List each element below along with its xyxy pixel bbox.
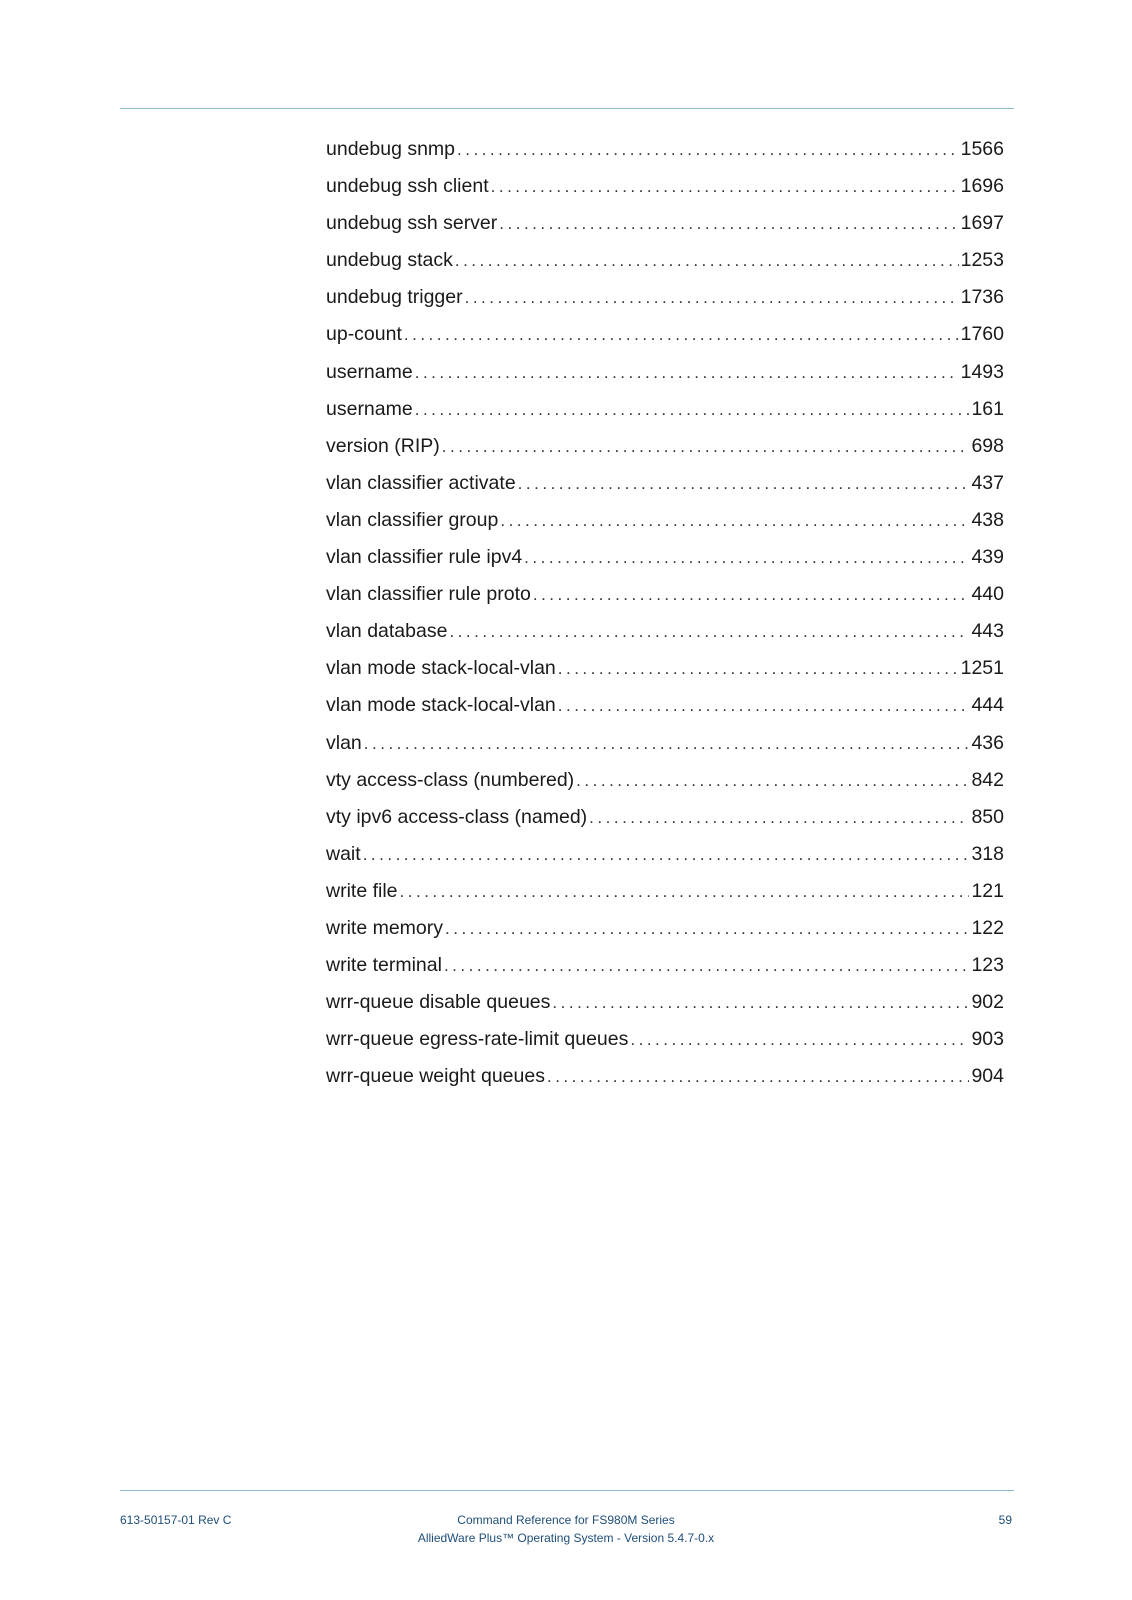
index-entry-page: 438 — [971, 508, 1004, 531]
dot-leader — [404, 316, 959, 353]
index-entry-label: undebug ssh server — [326, 212, 498, 235]
index-entry[interactable] — [326, 465, 1004, 502]
dot-leader — [589, 799, 969, 836]
index-entry[interactable] — [326, 873, 1004, 910]
index-entry-label: write terminal — [326, 954, 442, 977]
index-entry-label: vlan classifier rule proto — [326, 583, 531, 606]
index-entry-page: 123 — [971, 954, 1004, 977]
footer-rule — [120, 1490, 1014, 1491]
index-entry-label: vlan classifier activate — [326, 471, 516, 494]
index-entry-page: 698 — [971, 434, 1004, 457]
index-entry-page: 440 — [971, 583, 1004, 606]
index-entry-label: vlan classifier rule ipv4 — [326, 546, 523, 569]
index-entry-label: write file — [326, 879, 398, 902]
index-entry[interactable] — [326, 836, 1004, 873]
index-entry-page: 318 — [971, 842, 1004, 865]
index-entry-page: 436 — [971, 731, 1004, 754]
index-entry-page: 444 — [971, 694, 1004, 717]
dot-leader — [465, 279, 959, 316]
dot-leader — [533, 576, 970, 613]
dot-leader — [558, 650, 959, 687]
index-entry-label: vlan mode stack-local-vlan — [326, 694, 556, 717]
dot-leader — [415, 391, 970, 428]
footer-title-line2: AlliedWare Plus™ Operating System - Version 5.4.7-0.x — [417, 1531, 715, 1545]
index-entry[interactable] — [326, 539, 1004, 576]
dot-leader — [552, 984, 969, 1021]
dot-leader — [415, 354, 959, 391]
index-entry-label: vty access-class (numbered) — [326, 768, 575, 791]
index-entry-page: 903 — [971, 1028, 1004, 1051]
index-entry[interactable] — [326, 576, 1004, 613]
index-entry-label: undebug ssh client — [326, 175, 489, 198]
index-entry[interactable] — [326, 279, 1004, 316]
index-entry-label: vlan classifier group — [326, 508, 499, 531]
index-entry-label: undebug trigger — [326, 286, 463, 309]
index-entry[interactable] — [326, 687, 1004, 724]
dot-leader — [576, 762, 969, 799]
index-entry[interactable] — [326, 910, 1004, 947]
index-entry-label: version (RIP) — [326, 434, 440, 457]
index-entry-page: 1253 — [960, 249, 1004, 272]
index-entry[interactable] — [326, 1021, 1004, 1058]
index-entry[interactable] — [326, 354, 1004, 391]
dot-leader — [558, 687, 970, 724]
index-entry-page: 842 — [971, 768, 1004, 791]
index-entry-label: undebug snmp — [326, 138, 456, 160]
dot-leader — [445, 910, 969, 947]
index-list — [326, 131, 1004, 1095]
dot-leader — [444, 947, 970, 984]
footer-title — [0, 1511, 1132, 1547]
index-entry-label: wrr-queue egress-rate-limit queues — [326, 1028, 629, 1051]
index-entry-label: up-count — [326, 323, 402, 346]
index-entry[interactable] — [326, 799, 1004, 836]
index-entry-page: 161 — [971, 397, 1004, 420]
dot-leader — [524, 539, 969, 576]
index-entry[interactable] — [326, 205, 1004, 242]
dot-leader — [630, 1021, 969, 1058]
index-entry-label: vlan database — [326, 620, 448, 643]
index-entry[interactable] — [326, 613, 1004, 650]
index-entry[interactable] — [326, 725, 1004, 762]
index-entry-label: wrr-queue weight queues — [326, 1065, 545, 1088]
index-entry-label: vty ipv6 access-class (named) — [326, 805, 588, 828]
index-entry-page: 1697 — [960, 212, 1004, 235]
index-entry[interactable] — [326, 168, 1004, 205]
index-entry[interactable] — [326, 242, 1004, 279]
footer-title-line1: Command Reference for FS980M Series — [457, 1513, 675, 1527]
dot-leader — [491, 168, 959, 205]
dot-leader — [449, 613, 969, 650]
index-entry[interactable] — [326, 316, 1004, 353]
index-entry-page: 902 — [971, 991, 1004, 1014]
index-entry-label: wrr-queue disable queues — [326, 991, 551, 1014]
index-entry-page: 437 — [971, 471, 1004, 494]
index-entry-label: undebug stack — [326, 249, 453, 272]
dot-leader — [455, 242, 959, 279]
index-entry-page: 1696 — [960, 175, 1004, 198]
index-entry-page: 850 — [971, 805, 1004, 828]
index-entry-label: username — [326, 360, 413, 383]
index-entry[interactable] — [326, 131, 1004, 168]
index-entry-page: 443 — [971, 620, 1004, 643]
index-entry[interactable] — [326, 428, 1004, 465]
index-entry-label: write memory — [326, 916, 444, 939]
index-entry-page: 1736 — [960, 286, 1004, 309]
dot-leader — [364, 725, 970, 762]
dot-leader — [400, 873, 970, 910]
dot-leader — [518, 465, 970, 502]
index-entry-label: vlan — [326, 731, 362, 754]
index-entry-page: 122 — [971, 916, 1004, 939]
dot-leader — [499, 205, 958, 242]
dot-leader — [363, 836, 970, 873]
dot-leader — [547, 1058, 969, 1095]
index-entry-page: 121 — [971, 879, 1004, 902]
index-entry[interactable] — [326, 947, 1004, 984]
index-entry-page: 1251 — [960, 657, 1004, 680]
index-entry-page: 439 — [971, 546, 1004, 569]
header-rule — [120, 108, 1014, 109]
index-entry[interactable] — [326, 502, 1004, 539]
index-entry-page: 1760 — [960, 323, 1004, 346]
dot-leader — [457, 131, 959, 168]
index-entry-page: 1493 — [960, 360, 1004, 383]
dot-leader — [442, 428, 970, 465]
dot-leader — [500, 502, 969, 539]
index-entry[interactable] — [326, 984, 1004, 1021]
index-entry[interactable] — [326, 762, 1004, 799]
index-entry-page: 904 — [971, 1065, 1004, 1088]
footer-page-number: 59 — [998, 1513, 1012, 1527]
footer-doc-number: 613-50157-01 Rev C — [120, 1513, 232, 1527]
index-entry-page: 1566 — [960, 138, 1004, 160]
index-entry[interactable] — [326, 1058, 1004, 1095]
index-entry-label: username — [326, 397, 413, 420]
index-entry[interactable] — [326, 650, 1004, 687]
index-entry-label: wait — [326, 842, 361, 865]
index-entry[interactable] — [326, 391, 1004, 428]
index-entry-label: vlan mode stack-local-vlan — [326, 657, 556, 680]
